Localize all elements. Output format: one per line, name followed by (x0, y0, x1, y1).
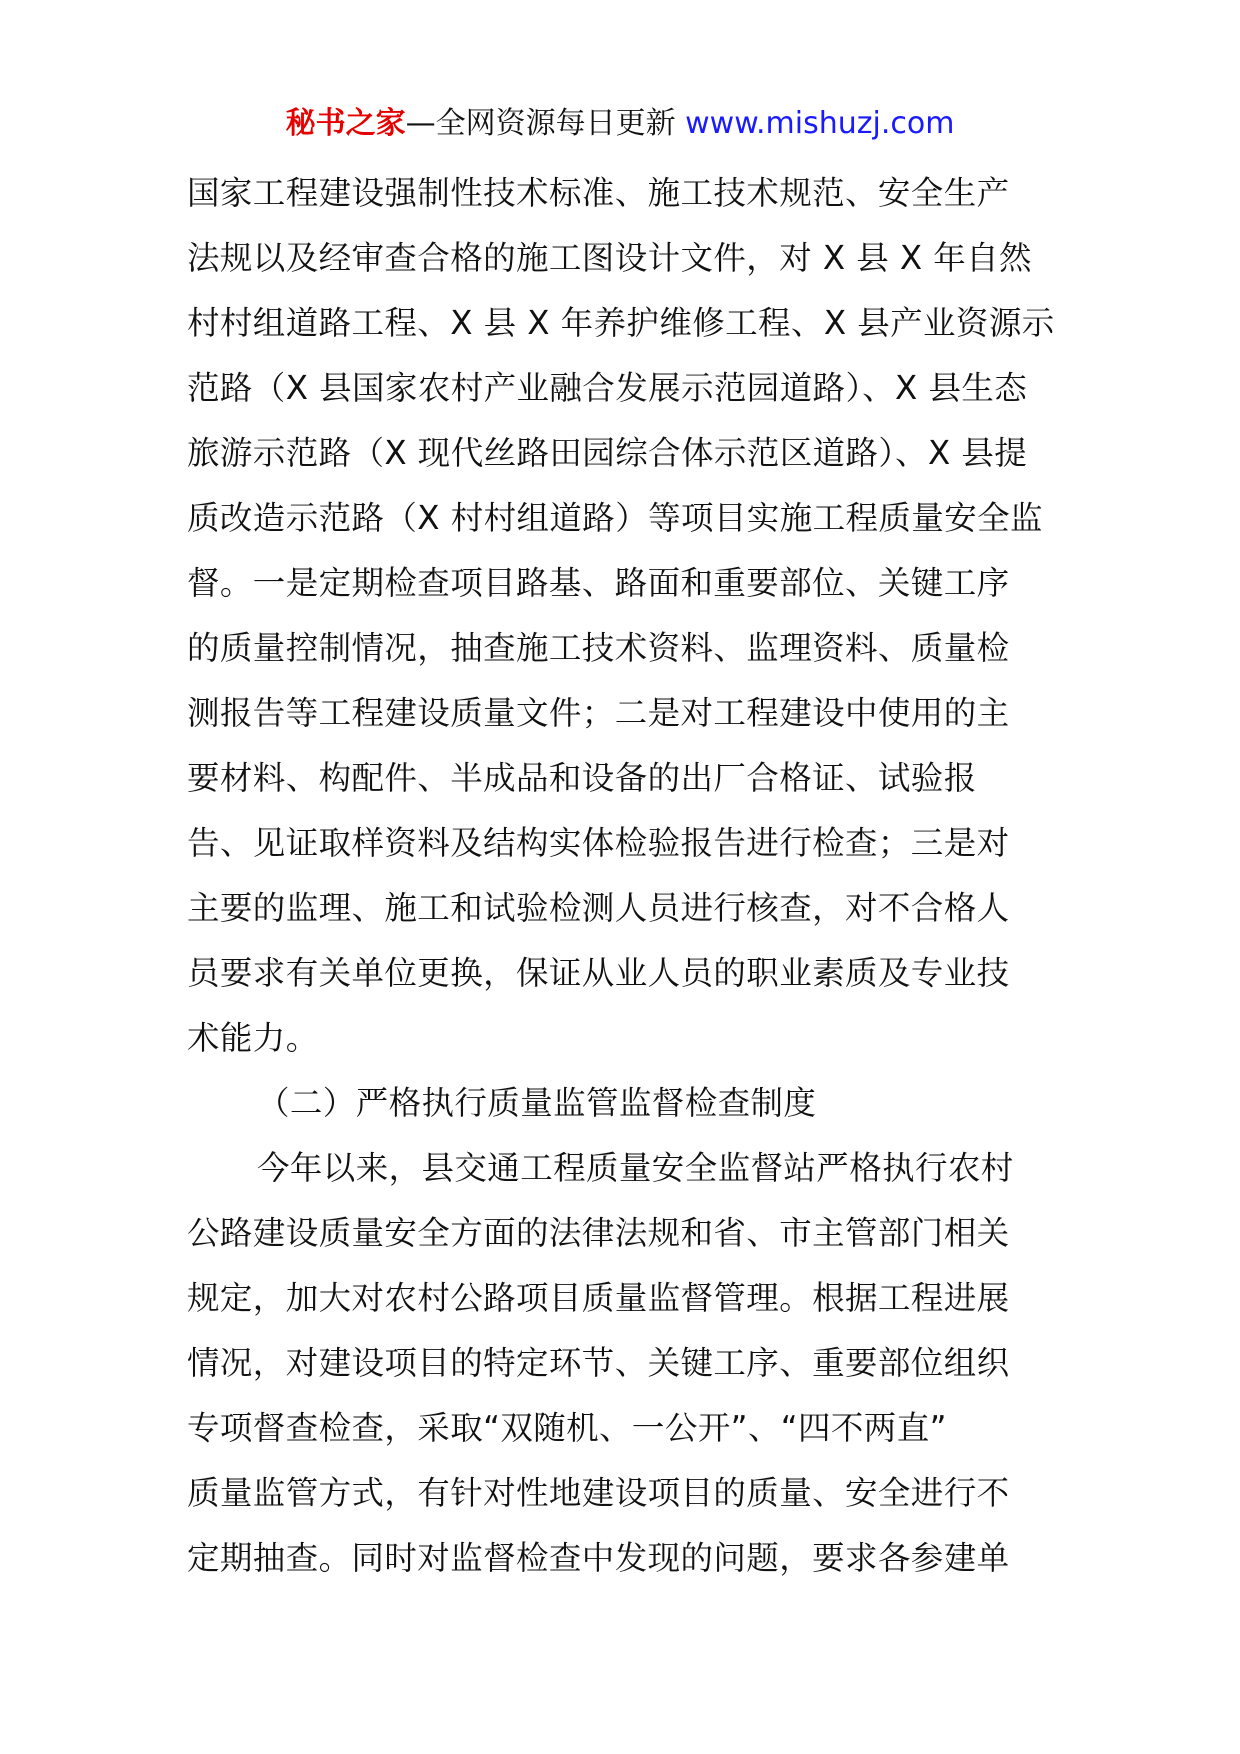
body-line: 术能力。 (187, 1019, 319, 1057)
body-line: 村村组道路工程、X 县 X 年养护维修工程、X 县产业资源示 (187, 304, 1055, 342)
body-line: 质量监管方式，有针对性地建设项目的质量、安全进行不 (187, 1474, 1010, 1512)
body-line: 质改造示范路（X 村村组道路）等项目实施工程质量安全监 (187, 499, 1043, 537)
body-line: 法规以及经审查合格的施工图设计文件，对 X 县 X 年自然 (187, 239, 1032, 277)
body-line: 规定，加大对农村公路项目质量监督管理。根据工程进展 (187, 1279, 1010, 1317)
body-line: 员要求有关单位更换，保证从业人员的职业素质及专业技 (187, 954, 1010, 992)
page-header (0, 102, 1240, 146)
body-line: 告、见证取样资料及结构实体检验报告进行检查；三是对 (187, 824, 1010, 862)
brand-name: 秘书之家 (285, 106, 406, 141)
body-line: 范路（X 县国家农村产业融合发展示范园道路）、X 县生态 (187, 369, 1028, 407)
body-line: 情况，对建设项目的特定环节、关键工序、重要部位组织 (187, 1344, 1010, 1382)
document-body (187, 161, 1053, 1591)
body-line: 的质量控制情况，抽查施工技术资料、监理资料、质量检 (187, 629, 1010, 667)
body-line: 公路建设质量安全方面的法律法规和省、市主管部门相关 (187, 1214, 1010, 1252)
body-line: 国家工程建设强制性技术标准、施工技术规范、安全生产 (187, 174, 1010, 212)
section-heading: （二）严格执行质量监管监督检查制度 (257, 1084, 817, 1122)
body-line: 旅游示范路（X 现代丝路田园综合体示范区道路）、X 县提 (187, 434, 1028, 472)
body-line: 测报告等工程建设质量文件；二是对工程建设中使用的主 (187, 694, 1010, 732)
body-line: 督。一是定期检查项目路基、路面和重要部位、关键工序 (187, 564, 1010, 602)
site-url[interactable]: www.mishuzj.com (685, 106, 955, 141)
body-line: 定期抽查。同时对监督检查中发现的问题，要求各参建单 (187, 1539, 1010, 1577)
body-line: 专项督查检查，采取“双随机、一公开”、“四不两直” (187, 1409, 947, 1447)
body-line: 主要的监理、施工和试验检测人员进行核查，对不合格人 (187, 889, 1010, 927)
body-line: 要材料、构配件、半成品和设备的出厂合格证、试验报 (187, 759, 977, 797)
header-tagline: —全网资源每日更新 (405, 106, 676, 141)
body-line: 今年以来，县交通工程质量安全监督站严格执行农村 (257, 1149, 1014, 1187)
